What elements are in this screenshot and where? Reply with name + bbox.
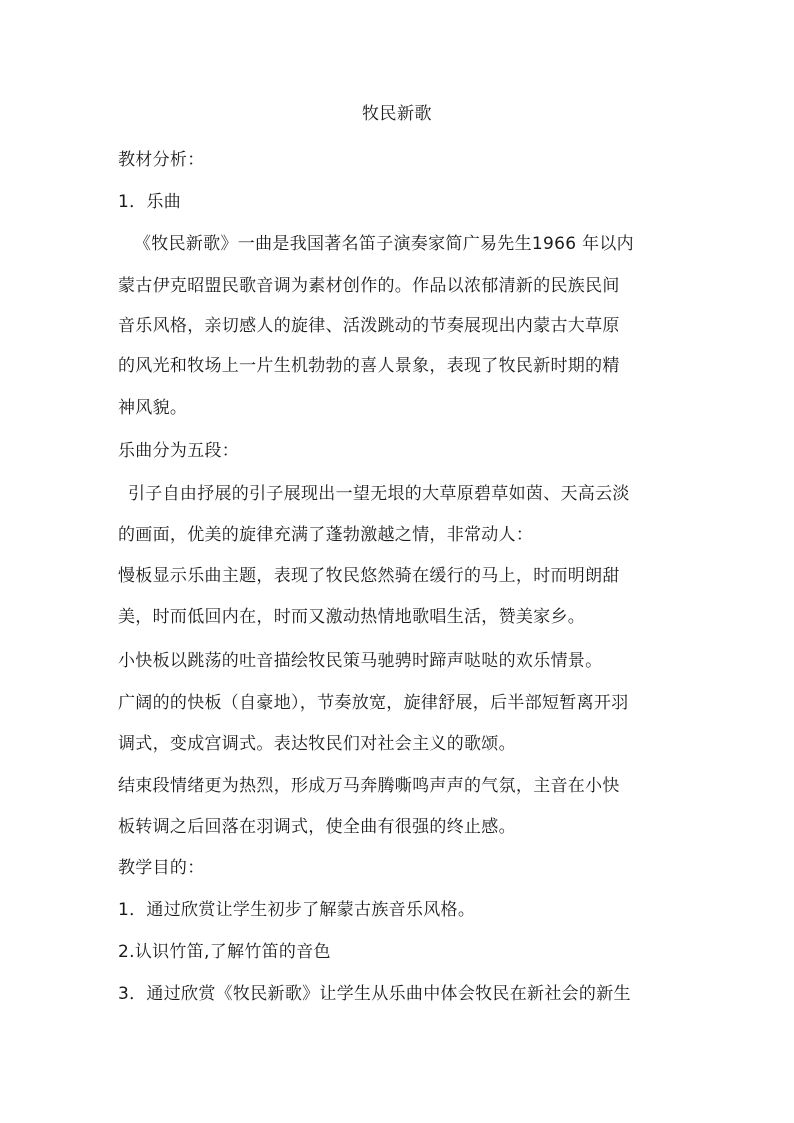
subsection-heading-music: 1．乐曲 — [118, 192, 182, 212]
paragraph-line: 板转调之后回落在羽调式，使全曲有很强的终止感。 — [118, 817, 516, 837]
paragraph-line: 慢板显示乐曲主题，表现了牧民悠然骑在缓行的马上，时而明朗甜 — [118, 566, 620, 586]
list-item: 2.认识竹笛,了解竹笛的音色 — [118, 942, 331, 962]
list-item: 1．通过欣赏让学生初步了解蒙古族音乐风格。 — [118, 900, 476, 920]
paragraph-line: 引子自由抒展的引子展现出一望无垠的大草原碧草如茵、天高云淡 — [128, 484, 630, 504]
paragraph-line: 《牧民新歌》一曲是我国著名笛子演奏家简广易先生1966 年以内 — [134, 234, 634, 254]
section-heading-material-analysis: 教材分析： — [118, 150, 205, 170]
paragraph-line: 美，时而低回内在，时而又激动热情地歌唱生活，赞美家乡。 — [118, 607, 586, 627]
list-item: 3．通过欣赏《牧民新歌》让学生从乐曲中体会牧民在新社会的新生 — [118, 984, 631, 1004]
paragraph-line: 蒙古伊克昭盟民歌音调为素材创作的。作品以浓郁清新的民族民间 — [118, 276, 620, 296]
section-heading-teaching-goals: 教学目的： — [118, 858, 205, 878]
paragraph-line: 调式，变成宫调式。表达牧民们对社会主义的歌颂。 — [118, 734, 516, 754]
paragraph-line: 的画面，优美的旋律充满了蓬勃激越之情，非常动人： — [118, 525, 534, 545]
document-title: 牧民新歌 — [362, 104, 432, 124]
paragraph-line: 的风光和牧场上一片生机勃勃的喜人景象，表现了牧民新时期的精 — [118, 356, 620, 376]
paragraph-line: 乐曲分为五段： — [118, 441, 240, 461]
paragraph-line: 小快板以跳荡的吐音描绘牧民策马驰骋时蹄声哒哒的欢乐情景。 — [118, 651, 603, 671]
paragraph-line: 音乐风格，亲切感人的旋律、活泼跳动的节奏展现出内蒙古大草原 — [118, 316, 620, 336]
paragraph-line: 广阔的的快板（自豪地），节奏放宽，旋律舒展，后半部短暂离开羽 — [118, 693, 629, 713]
paragraph-line: 结束段情绪更为热烈，形成万马奔腾嘶鸣声声的气氛，主音在小快 — [118, 776, 620, 796]
paragraph-line: 神风貌。 — [118, 398, 188, 418]
